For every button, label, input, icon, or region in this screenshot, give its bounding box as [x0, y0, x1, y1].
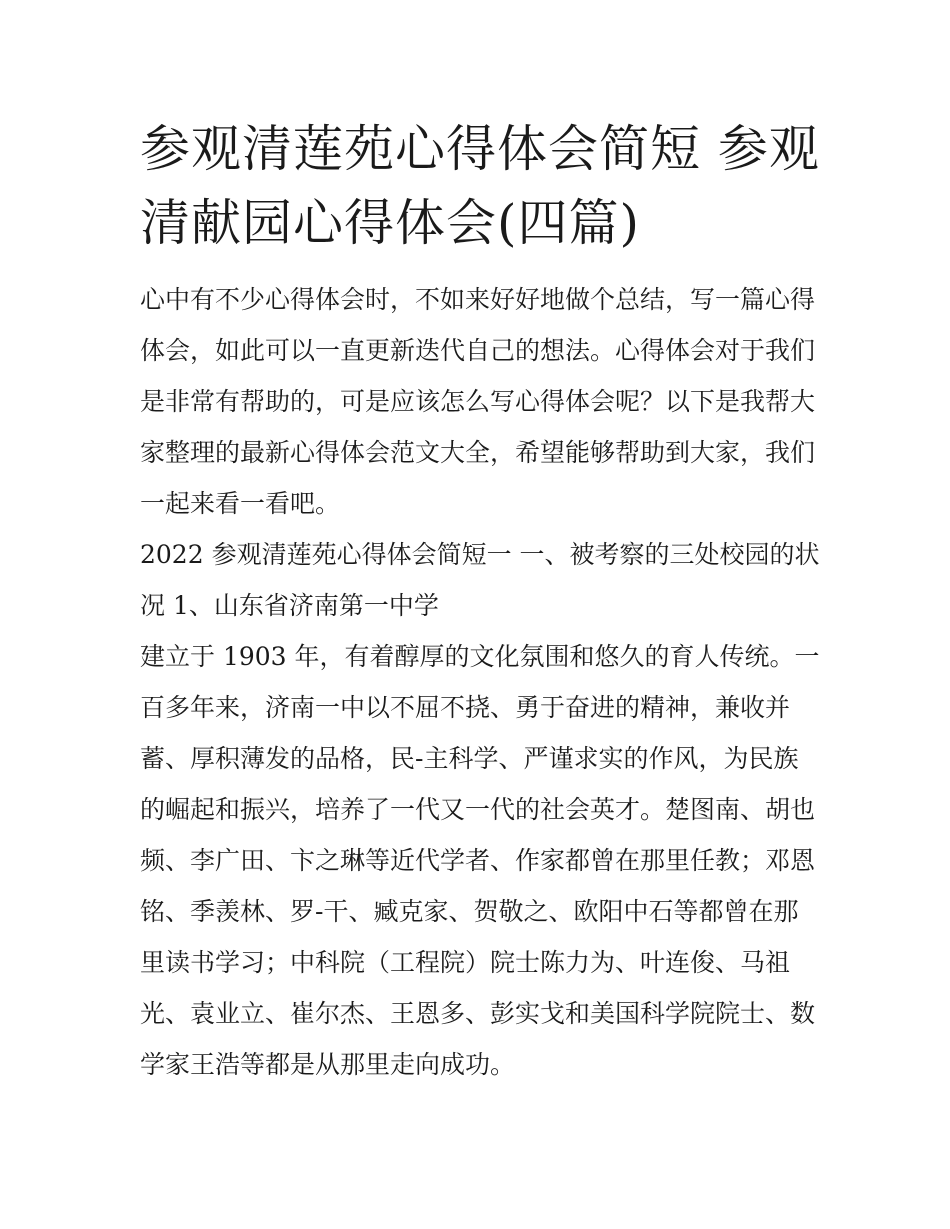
document-page — [140, 112, 820, 1090]
intro-paragraph: 心中有不少心得体会时，不如来好好地做个总结，写一篇心得体会，如此可以一直更新迭代自己的想法。心得体会对于我们是非常有帮助的，可是应该怎么写心得体会呢？以下是我帮大家整理的最新心得体会范文大全，希望能够帮助到大家，我们一起来看一看吧。 — [140, 285, 816, 518]
section-heading: 2022 参观清莲苑心得体会简短一 一、被考察的三处校园的状况 1、山东省济南第一中学 — [140, 540, 820, 620]
document-title: 参观清莲苑心得体会简短 参观清献园心得体会(四篇) — [140, 120, 820, 252]
history-paragraph: 建立于 1903 年，有着醇厚的文化氛围和悠久的育人传统。一百多年来，济南一中以不屈不挠、勇于奋进的精神，兼收并蓄、厚积薄发的品格，民-主科学、严谨求实的作风，为民族的崛起和振兴，培养了一代又一代的社会英才。楚图南、胡也频、李广田、卞之琳等近代学者、作家都曾在那里任教；邓恩铭、季羡林、罗-干、臧克家、贺敬之、欧阳中石等都曾在那里读书学习；中科院（工程院）院士陈力为、叶连俊、马祖光、袁业立、崔尔杰、王恩多、彭实戈和美国科学院院士、数学家王浩等都是从那里走向成功。 — [140, 642, 820, 1079]
